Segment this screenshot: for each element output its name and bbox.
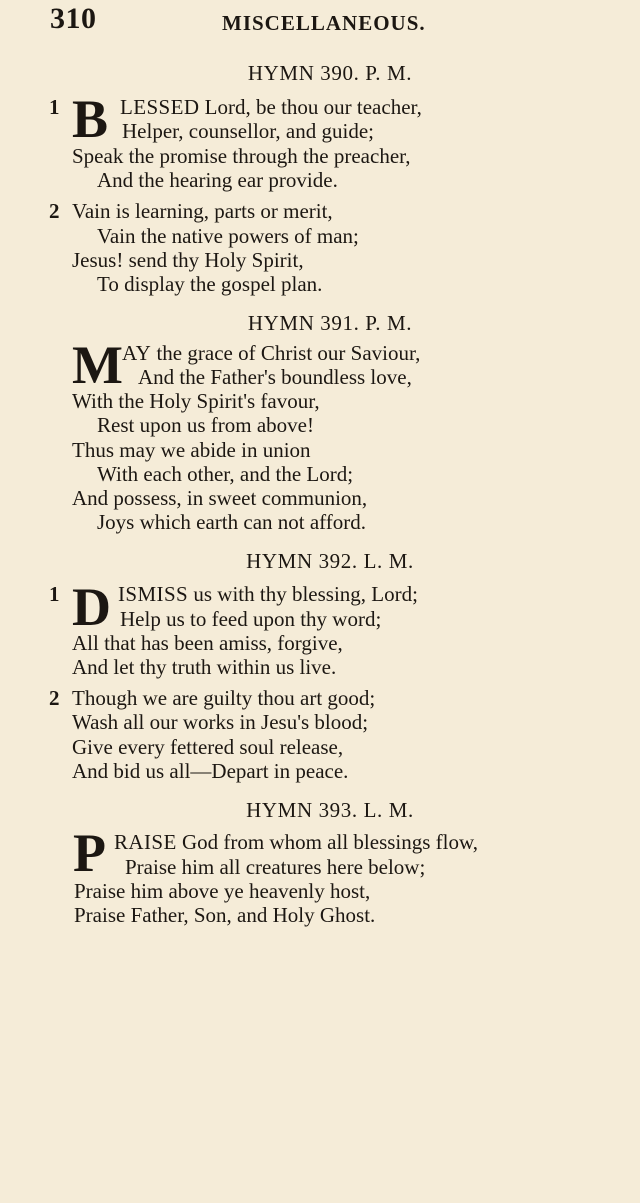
verse-number: 2: [49, 686, 60, 710]
hymn-390-title: HYMN 390. P. M.: [247, 61, 413, 85]
hymn-line: With each other, and the Lord;: [97, 462, 354, 486]
hymn-line: Praise Father, Son, and Holy Ghost.: [74, 903, 376, 927]
first-word: RAISE: [114, 830, 177, 854]
verse-number: 2: [49, 199, 60, 223]
hymn-line: All that has been amiss, forgive,: [72, 631, 343, 655]
hymn-line: And the Father's boundless love,: [138, 365, 412, 389]
first-line-rest: God from whom all blessings flow,: [181, 830, 479, 854]
hymn-line: [120, 97, 422, 118]
drop-cap: M: [72, 335, 123, 395]
hymn-line: Give every fettered soul release,: [72, 735, 344, 759]
hymn-line: Help us to feed upon thy word;: [120, 607, 382, 631]
hymn-line: Joys which earth can not afford.: [97, 510, 367, 534]
hymn-line: Vain is learning, parts or merit,: [72, 199, 333, 223]
first-word: ISMISS: [118, 582, 189, 606]
page-number: 310: [50, 2, 97, 35]
hymn-line: Jesus! send thy Holy Spirit,: [72, 248, 304, 272]
running-head: MISCELLANEOUS.: [222, 11, 426, 35]
hymn-line: Wash all our works in Jesu's blood;: [72, 710, 369, 734]
hymn-line: Praise him all creatures here below;: [125, 855, 426, 879]
drop-cap: P: [73, 823, 106, 883]
hymn-line: Helper, counsellor, and guide;: [122, 119, 374, 143]
drop-cap: D: [72, 577, 111, 637]
hymn-line: Rest upon us from above!: [97, 413, 314, 437]
first-word: LESSED: [120, 95, 200, 119]
hymn-line: And let thy truth within us live.: [72, 655, 337, 679]
hymn-line: And bid us all—Depart in peace.: [72, 759, 349, 783]
hymn-line: And the hearing ear provide.: [97, 168, 338, 192]
verse-number: 1: [49, 582, 60, 606]
hymn-line: Praise him above ye heavenly host,: [74, 879, 371, 903]
hymn-line: [122, 343, 420, 364]
hymn-line: [118, 584, 418, 605]
first-line-rest: us with thy blessing, Lord;: [193, 582, 418, 606]
hymn-line: Vain the native powers of man;: [97, 224, 359, 248]
hymn-line: And possess, in sweet communion,: [72, 486, 368, 510]
hymn-391-title: HYMN 391. P. M.: [247, 311, 413, 335]
verse-number: 1: [49, 95, 60, 119]
hymn-line: With the Holy Spirit's favour,: [72, 389, 320, 413]
hymn-line: To display the gospel plan.: [97, 272, 323, 296]
first-word: AY: [122, 341, 152, 365]
hymn-line: Though we are guilty thou art good;: [72, 686, 376, 710]
first-line-rest: Lord, be thou our teacher,: [204, 95, 422, 119]
hymn-line: Speak the promise through the preacher,: [72, 144, 411, 168]
hymn-392-title: HYMN 392. L. M.: [246, 549, 414, 573]
hymn-393-title: HYMN 393. L. M.: [246, 798, 414, 822]
first-line-rest: the grace of Christ our Saviour,: [156, 341, 421, 365]
hymn-line: Thus may we abide in union: [72, 438, 311, 462]
hymn-line: [114, 832, 478, 853]
drop-cap: B: [72, 89, 109, 149]
